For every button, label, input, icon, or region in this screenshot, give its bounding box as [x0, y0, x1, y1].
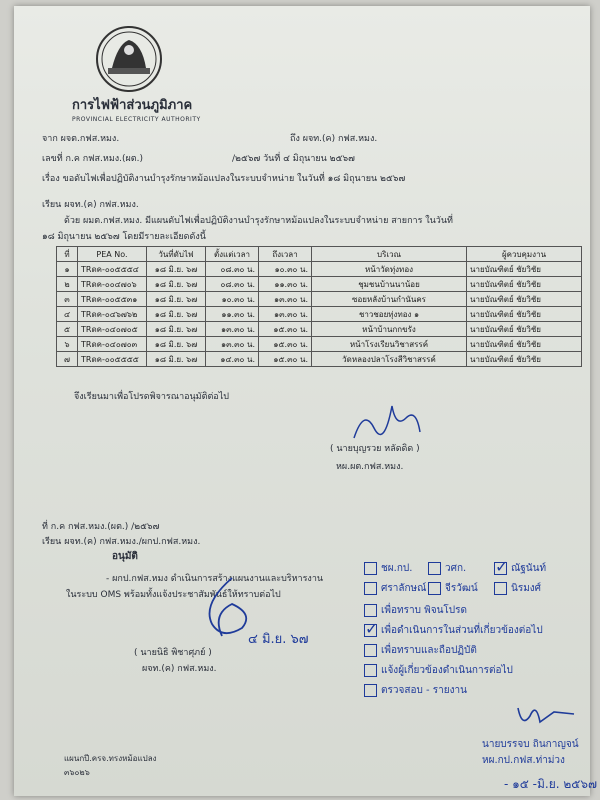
routing-option[interactable]: [428, 581, 478, 596]
cell-pea-no: TRดค-๐๐๕๕๓๑: [78, 292, 147, 307]
routing-option[interactable]: [364, 683, 467, 698]
cell-end-time: ๑๕.๓๐ น.: [259, 322, 312, 337]
endorse-salutation: เรียน ผจท.(ค) กฟส.หมง./ผกป.กฟส.หมง.: [42, 537, 201, 547]
table-row: [57, 262, 582, 277]
cell-end-time: ๑๓.๓๐ น.: [259, 292, 312, 307]
col-date: วันที่ดับไฟ: [147, 247, 206, 262]
checkbox-icon[interactable]: [428, 582, 441, 595]
body-line-2: ๑๘ มิถุนายน ๒๕๖๗ โดยมีรายละเอียดดังนี้: [42, 232, 206, 242]
routing-option-label: เพื่อทราบ พิจนโปรด: [381, 605, 467, 616]
cell-no: ๑: [57, 262, 78, 277]
checkbox-icon[interactable]: [364, 562, 377, 575]
cell-area: หน้าโรงเรียนวิชาสรรค์: [312, 337, 467, 352]
table-row: [57, 307, 582, 322]
cell-responsible: นายบัณฑิตย์ ชัยวิชัย: [467, 262, 582, 277]
schedule-table: [56, 246, 582, 367]
routing-option-label: เพื่อดำเนินการในส่วนที่เกี่ยวข้องต่อไป: [381, 625, 543, 636]
closing-line: จึงเรียนมาเพื่อโปรดพิจารณาอนุมัติต่อไป: [74, 392, 229, 402]
cell-area: วัดหลองปลาโรงสีวิชาสรรค์: [312, 352, 467, 367]
doc-date: /๒๕๖๗ วันที่ ๔ มิถุนายน ๒๕๖๗: [232, 154, 355, 164]
routing-option-label: เพื่อทราบและถือปฏิบัติ: [381, 645, 477, 656]
cell-start-time: ๐๘.๓๐ น.: [206, 262, 259, 277]
cell-start-time: ๑๓.๓๐ น.: [206, 337, 259, 352]
routing-option[interactable]: [494, 561, 546, 576]
cell-responsible: นายบัณฑิตย์ ชัยวิชัย: [467, 277, 582, 292]
cell-no: ๔: [57, 307, 78, 322]
cell-start-time: ๐๘.๓๐ น.: [206, 277, 259, 292]
cell-date: ๑๘ มิ.ย. ๖๗: [147, 337, 206, 352]
signature-1: [344, 398, 424, 444]
routing-option-label: วศก.: [445, 563, 467, 574]
routing-option-label: แจ้งผู้เกี่ยวข้องดำเนินการต่อไป: [381, 665, 513, 676]
cell-responsible: นายบัณฑิตย์ ชัยวิชัย: [467, 322, 582, 337]
org-name: การไฟฟ้าส่วนภูมิภาค: [72, 98, 193, 113]
cell-start-time: ๑๓.๓๐ น.: [206, 322, 259, 337]
signer-1-name: ( นายบุญรวย หลัดดิด ): [330, 444, 420, 454]
checkbox-icon[interactable]: [364, 644, 377, 657]
cell-pea-no: TRดค-๐๐๕๕๕๕: [78, 352, 147, 367]
approve-label: อนุมัติ: [112, 551, 138, 562]
to-line: ถึง ผจท.(ค) กฟส.หมง.: [290, 134, 378, 144]
cell-end-time: ๑๕.๓๐ น.: [259, 337, 312, 352]
cell-pea-no: TRดค-๐๔๐๗๐๕: [78, 322, 147, 337]
cell-area: หน้าบ้านกกขรัง: [312, 322, 467, 337]
routing-option[interactable]: [428, 561, 466, 576]
body-line-1: ด้วย ผมต.กฟส.หมง. มีแผนดับไฟเพื่อปฏิบัติงานบำรุงรักษาหม้อแปลงในระบบจำหน่าย สายการ ในวันที่: [64, 216, 453, 226]
cell-pea-no: TRดค-๐๔๖๗๖๒: [78, 307, 147, 322]
col-pea-no: PEA No.: [78, 247, 147, 262]
cell-date: ๑๘ มิ.ย. ๖๗: [147, 352, 206, 367]
cell-responsible: นายบัณฑิตย์ ชัยวิชัย: [467, 337, 582, 352]
document-page: [14, 6, 598, 796]
signer-1-position: หผ.ผต.กฟส.หมง.: [336, 462, 404, 472]
routing-option-label: ณัฐนันท์: [511, 563, 547, 574]
cell-pea-no: TRดค-๐๐๔๗๐๖: [78, 277, 147, 292]
cell-start-time: ๑๑.๓๐ น.: [206, 307, 259, 322]
signature-3: [514, 698, 578, 732]
signer-3-name: นายบรรจบ ถินกาญจน์: [482, 739, 579, 750]
checkbox-icon[interactable]: [364, 684, 377, 697]
routing-option-label: ตรวจสอบ - รายงาน: [381, 685, 467, 696]
col-start-time: ตั้งแต่เวลา: [206, 247, 259, 262]
checkbox-icon[interactable]: [364, 624, 377, 637]
cell-no: ๒: [57, 277, 78, 292]
signer-2-name: ( นายนิธิ พิชาศุภย์ ): [134, 648, 212, 658]
cell-responsible: นายบัณฑิตย์ ชัยวิชัย: [467, 292, 582, 307]
table-row: [57, 322, 582, 337]
cell-end-time: ๑๕.๓๐ น.: [259, 352, 312, 367]
checkbox-icon[interactable]: [364, 582, 377, 595]
col-no: ที่: [57, 247, 78, 262]
cell-pea-no: TRดค-๐๔๐๗๐๓: [78, 337, 147, 352]
cell-pea-no: TRดค-๐๐๕๕๕๔: [78, 262, 147, 277]
from-line: จาก ผจต.กฟส.หมง.: [42, 134, 120, 144]
cell-start-time: ๑๔.๓๐ น.: [206, 352, 259, 367]
doc-number: เลขที่ ก.ค กฟส.หมง.(ผต.): [42, 154, 144, 164]
signer-2-position: ผจท.(ค) กฟส.หมง.: [142, 664, 217, 674]
routing-option-label: จีรวัฒน์: [445, 583, 478, 594]
col-responsible: ผู้ควบคุมงาน: [467, 247, 582, 262]
endorse-body-2: ในระบบ OMS พร้อมทั้งแจ้งประชาสัมพันธ์ให้ทราบต่อไป: [66, 590, 281, 600]
cell-date: ๑๘ มิ.ย. ๖๗: [147, 292, 206, 307]
salutation: เรียน ผจท.(ค) กฟส.หมง.: [42, 200, 139, 210]
table-row: [57, 352, 582, 367]
routing-option[interactable]: [364, 623, 543, 638]
ref-number: ที่ ก.ค กฟส.หมง.(ผต.) /๒๕๖๗: [42, 522, 160, 532]
footer-dept: แผนกปี.ครจ.ทรงหม้อแปลง: [64, 754, 157, 763]
routing-option[interactable]: [364, 603, 467, 618]
col-area: บริเวณ: [312, 247, 467, 262]
table-header-row: [57, 247, 582, 262]
signer-3-position: หผ.กป.กฟส.ท่าม่วง: [482, 755, 565, 766]
cell-no: ๕: [57, 322, 78, 337]
endorse-body-1: - ผกป.กฟส.หมง ดำเนินการสร้างแผนงานและบริหารงาน: [106, 574, 324, 584]
cell-area: ซอยหลังบ้านกำนันคร: [312, 292, 467, 307]
col-end-time: ถึงเวลา: [259, 247, 312, 262]
cell-area: ชุมชนบ้านนาน้อย: [312, 277, 467, 292]
checkbox-icon[interactable]: [494, 582, 507, 595]
handwritten-date: ๔ มิ.ย. ๖๗: [248, 632, 309, 647]
cell-no: ๓: [57, 292, 78, 307]
routing-option[interactable]: [494, 581, 541, 596]
cell-end-time: ๑๑.๓๐ น.: [259, 277, 312, 292]
routing-option[interactable]: [364, 581, 426, 596]
cell-responsible: นายบัณฑิตย์ ชัยวิชัย: [467, 307, 582, 322]
routing-option-label: ศราลักษณ์: [381, 583, 427, 594]
cell-date: ๑๘ มิ.ย. ๖๗: [147, 307, 206, 322]
cell-no: ๗: [57, 352, 78, 367]
cell-end-time: ๑๓.๓๐ น.: [259, 307, 312, 322]
cell-start-time: ๑๐.๓๐ น.: [206, 292, 259, 307]
checkbox-icon[interactable]: [428, 562, 441, 575]
routing-option[interactable]: [364, 643, 477, 658]
checkbox-icon[interactable]: [494, 562, 507, 575]
cell-date: ๑๘ มิ.ย. ๖๗: [147, 322, 206, 337]
routing-option[interactable]: [364, 663, 513, 678]
checkbox-icon[interactable]: [364, 604, 377, 617]
pea-logo-emblem: [94, 24, 164, 94]
subject-line: เรื่อง ขอดับไฟเพื่อปฏิบัติงานบำรุงรักษาหม้อแปลงในระบบจำหน่าย ในวันที่ ๑๘ มิถุนายน ๒๕๖๗: [42, 174, 406, 184]
org-name-en: PROVINCIAL ELECTRICITY AUTHORITY: [72, 116, 201, 123]
cell-area: หน้าวัดทุ่งทอง: [312, 262, 467, 277]
cell-date: ๑๘ มิ.ย. ๖๗: [147, 262, 206, 277]
footer-code: ๓๖๐๒๖: [64, 768, 90, 777]
table-row: [57, 292, 582, 307]
routing-option-label: นิรมงศ์: [511, 583, 542, 594]
cell-area: ชาวชอยทุ่งทอง ๑: [312, 307, 467, 322]
cell-date: ๑๘ มิ.ย. ๖๗: [147, 277, 206, 292]
checkbox-icon[interactable]: [364, 664, 377, 677]
routing-option[interactable]: [364, 561, 412, 576]
table-row: [57, 337, 582, 352]
cell-end-time: ๑๐.๓๐ น.: [259, 262, 312, 277]
cell-responsible: นายบัณฑิตย์ ชัยวิชัย: [467, 352, 582, 367]
cell-no: ๖: [57, 337, 78, 352]
signer-3-date: - ๑๕ -มิ.ย. ๒๕๖๗: [504, 777, 598, 791]
routing-option-label: ชผ.กป.: [381, 563, 413, 574]
table-row: [57, 277, 582, 292]
